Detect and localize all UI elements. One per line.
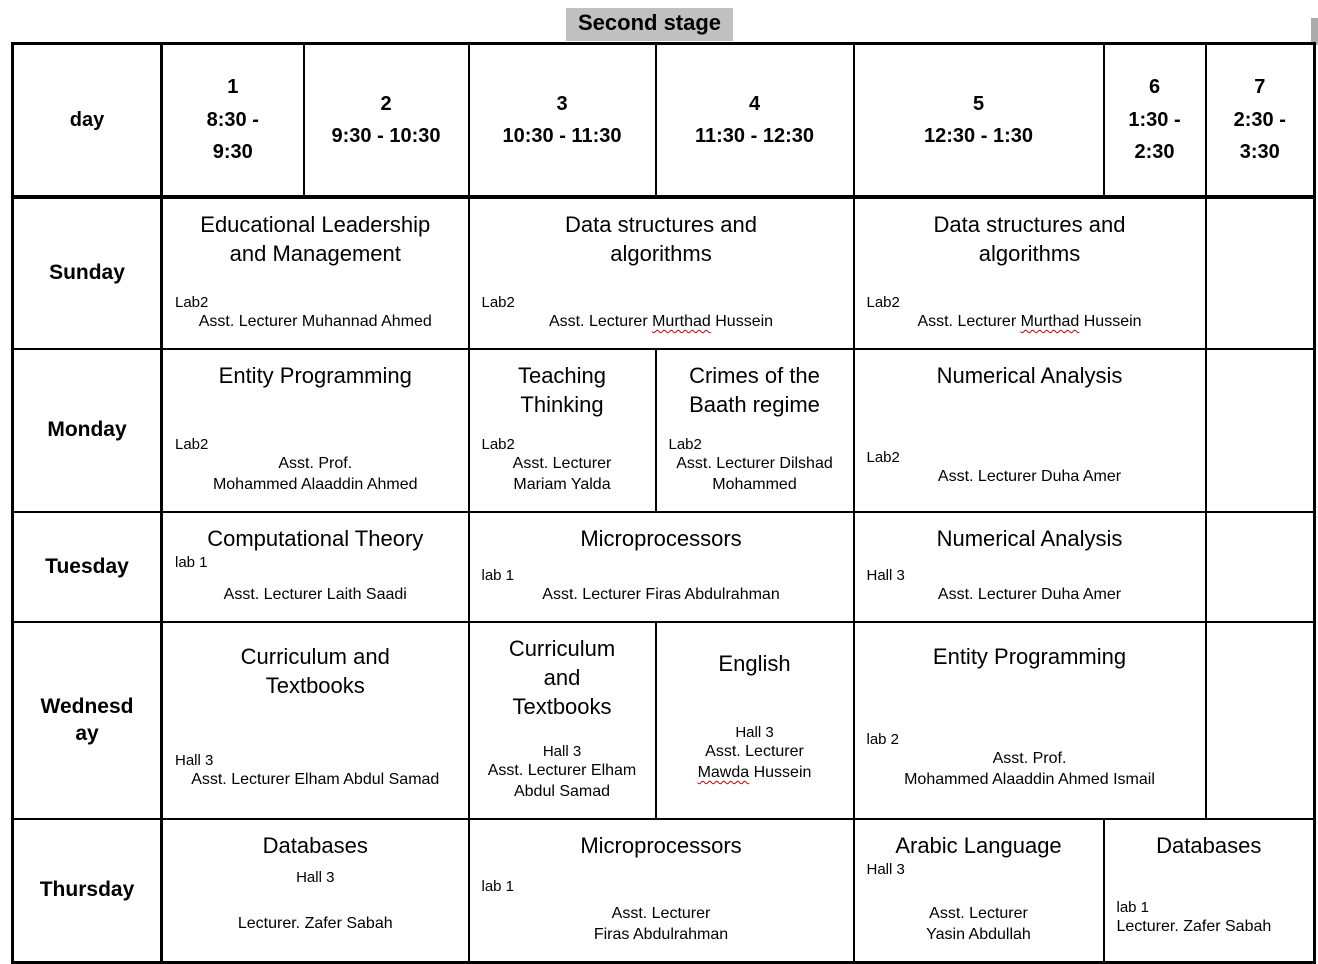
course-title: Computational Theory (207, 526, 424, 551)
course-title: Arabic Language (895, 833, 1062, 858)
period-number: 1 (227, 76, 239, 99)
room-label: Lab2 (481, 435, 515, 453)
room-label: Lab2 (866, 448, 900, 466)
course-title: Entity Programming (932, 644, 1127, 669)
day-header-label: day (69, 108, 105, 131)
day-cell-thursday[interactable] (13, 819, 162, 963)
lecturer-line: Lecturer. Zafer Sabah (237, 915, 393, 933)
cell-tuesday-microprocessors[interactable] (469, 512, 854, 622)
lecturer-line: Asst. Lecturer Laith Saadi (223, 586, 407, 604)
period-header-cell-5[interactable] (854, 44, 1104, 198)
lecturer-line: Mohammed (712, 476, 797, 494)
course-title: Curriculum and (240, 644, 390, 669)
lecturer-line: Asst. Lecturer Duha Amer (937, 586, 1122, 604)
period-header-cell-3[interactable] (469, 44, 656, 198)
period-time: 8:30 - (206, 108, 259, 131)
room-label: Lab2 (668, 435, 702, 453)
lecturer-line: Asst. Prof. (992, 750, 1067, 768)
row-wednesday (13, 622, 1315, 819)
day-cell-sunday[interactable] (13, 197, 162, 349)
misspelled-word: Mawda (697, 764, 750, 782)
course-title: Educational Leadership (200, 212, 431, 237)
cell-tuesday-numerical-analysis[interactable] (854, 512, 1206, 622)
period-number: 7 (1254, 76, 1266, 99)
empty-cell[interactable] (1206, 349, 1315, 512)
room-label: Hall 3 (866, 861, 905, 879)
lecturer-line: Asst. Lecturer Dilshad (676, 455, 833, 473)
lecturer-line: Mohammed Alaaddin Ahmed (212, 476, 418, 494)
course-title: Crimes of the (689, 363, 820, 388)
cell-wednesday-english[interactable] (656, 622, 854, 819)
day-cell-tuesday[interactable] (13, 512, 162, 622)
period-number: 5 (972, 92, 985, 115)
period-time: 10:30 - 11:30 (502, 125, 622, 147)
period-number: 6 (1148, 76, 1161, 99)
timetable (11, 42, 1316, 964)
room-label: Hall 3 (542, 742, 582, 760)
day-cell-wednesday[interactable] (13, 622, 162, 819)
lecturer-line: Mariam Yalda (513, 476, 611, 494)
cell-monday-crimes-baath-regime[interactable] (656, 349, 854, 512)
course-title: Microprocessors (580, 526, 742, 551)
lecturer-line: Asst. Lecturer Muhannad Ahmed (198, 313, 432, 331)
course-title: Baath regime (689, 392, 820, 418)
lecturer-line: Asst. Lecturer (705, 743, 804, 761)
lecturer-line: Mawda Hussein (697, 764, 812, 782)
course-title: Databases (1156, 833, 1262, 858)
lecturer-line: Abdul Samad (513, 783, 611, 801)
lecturer-line: Mohammed Alaaddin Ahmed Ismail (904, 771, 1155, 789)
cell-tuesday-computational-theory[interactable] (162, 512, 469, 622)
cell-monday-numerical-analysis[interactable] (854, 349, 1206, 512)
lecturer-line: Lecturer. Zafer Sabah (1116, 918, 1272, 936)
cell-sunday-educational-leadership[interactable] (162, 197, 469, 349)
period-time: 1:30 - (1128, 108, 1181, 131)
cell-wednesday-curriculum-textbooks-2[interactable] (469, 622, 656, 819)
period-header-cell-1[interactable] (162, 44, 304, 198)
cell-sunday-data-structures-1[interactable] (469, 197, 854, 349)
day-label: Monday (47, 418, 127, 442)
course-title: Data structures and (933, 212, 1126, 237)
misspelled-word: Murthad (1020, 313, 1080, 331)
course-title: Teaching (517, 363, 607, 388)
lecturer-line: Asst. Prof. (278, 455, 353, 473)
course-title: Textbooks (265, 673, 365, 699)
room-label: Hall 3 (296, 869, 335, 887)
cell-thursday-databases-1[interactable] (162, 819, 469, 963)
row-thursday (13, 819, 1315, 963)
room-label: lab 1 (481, 877, 515, 895)
cell-wednesday-curriculum-textbooks-1[interactable] (162, 622, 469, 819)
cell-thursday-databases-2[interactable] (1104, 819, 1315, 963)
room-label: lab 1 (175, 554, 208, 572)
course-title: Microprocessors (580, 833, 742, 858)
period-time: 12:30 - 1:30 (924, 125, 1033, 147)
course-title: and (543, 665, 581, 691)
period-header-cell-7[interactable] (1206, 44, 1315, 198)
row-sunday (13, 197, 1315, 349)
room-label: Lab2 (481, 293, 515, 311)
course-title: algorithms (978, 241, 1081, 267)
page-title[interactable]: Second stage (566, 8, 733, 41)
course-title: Entity Programming (218, 363, 412, 388)
period-time: 9:30 - 10:30 (331, 125, 441, 147)
scrollbar-fragment[interactable] (1311, 18, 1318, 45)
room-label: Hall 3 (175, 751, 214, 769)
period-header-cell-4[interactable] (656, 44, 854, 198)
lecturer-line: Asst. Lecturer Elham Abdul Samad (191, 771, 440, 789)
header-row (13, 44, 1315, 198)
period-time: 11:30 - 12:30 (695, 125, 814, 147)
course-title: Databases (262, 833, 368, 858)
period-number: 2 (380, 92, 392, 115)
room-label: Hall 3 (866, 566, 905, 584)
course-title: Data structures and (565, 212, 757, 237)
lecturer-line: Firas Abdulrahman (593, 926, 729, 944)
course-title: and Management (229, 241, 401, 267)
course-title: Numerical Analysis (936, 526, 1123, 551)
day-header-cell[interactable] (13, 44, 162, 198)
row-tuesday (13, 512, 1315, 622)
room-label: Lab2 (866, 293, 900, 311)
lecturer-line: Asst. Lecturer (929, 905, 1028, 923)
day-label: Tuesday (45, 554, 129, 578)
cell-monday-entity-programming[interactable] (162, 349, 469, 512)
period-time: 2:30 (1134, 141, 1175, 164)
room-label: lab 1 (481, 566, 515, 584)
day-cell-monday[interactable] (13, 349, 162, 512)
course-title: algorithms (610, 241, 712, 267)
course-title: Thinking (520, 392, 604, 418)
empty-cell[interactable] (1206, 622, 1315, 819)
lecturer-line: Asst. Lecturer Murthad Hussein (917, 313, 1142, 331)
lecturer-line: Yasin Abdullah (926, 926, 1031, 944)
period-time: 9:30 (212, 141, 253, 164)
empty-cell[interactable] (1206, 512, 1315, 622)
lecturer-line: Asst. Lecturer Firas Abdulrahman (542, 586, 780, 604)
room-label: Lab2 (175, 293, 209, 311)
cell-wednesday-entity-programming[interactable] (854, 622, 1206, 819)
course-title: English (718, 651, 791, 676)
period-number: 4 (748, 92, 761, 115)
period-header-cell-2[interactable] (304, 44, 469, 198)
room-label: lab 2 (866, 730, 900, 748)
course-title: Numerical Analysis (936, 363, 1123, 388)
cell-thursday-microprocessors[interactable] (469, 819, 854, 963)
period-number: 3 (556, 92, 568, 115)
room-label: Lab2 (175, 435, 209, 453)
day-label: Wednesday (40, 695, 134, 745)
period-header-cell-6[interactable] (1104, 44, 1206, 198)
room-label: Hall 3 (735, 723, 774, 741)
period-time: 2:30 - (1233, 108, 1286, 131)
lecturer-line: Asst. Lecturer Murthad Hussein (548, 313, 774, 331)
day-label: Sunday (49, 261, 125, 285)
row-monday (13, 349, 1315, 512)
lecturer-line: Asst. Lecturer Elham (487, 762, 637, 780)
room-label: lab 1 (1116, 898, 1150, 916)
cell-sunday-data-structures-2[interactable] (854, 197, 1206, 349)
lecturer-line: Asst. Lecturer Duha Amer (937, 468, 1122, 486)
course-title: Textbooks (512, 694, 612, 720)
misspelled-word: Murthad (652, 313, 711, 331)
lecturer-line: Asst. Lecturer (611, 905, 711, 923)
lecturer-line: Asst. Lecturer (512, 455, 612, 473)
period-time: 3:30 (1239, 141, 1280, 164)
cell-thursday-arabic-language[interactable] (854, 819, 1104, 963)
course-title: Curriculum (508, 636, 616, 661)
cell-monday-teaching-thinking[interactable] (469, 349, 656, 512)
empty-cell[interactable] (1206, 197, 1315, 349)
day-label: Thursday (39, 878, 135, 902)
